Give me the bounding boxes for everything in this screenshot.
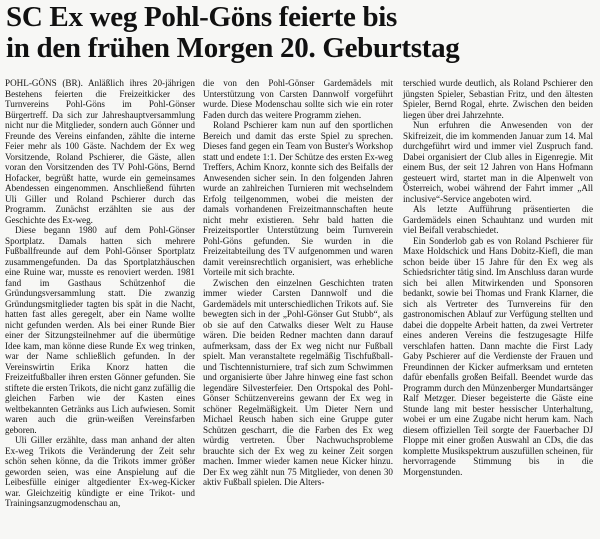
paragraph: Ein Sonderlob gab es von Roland Pschierer für Maxe Holdschick und Hans Dobitz-Kiefl, die man schon beide über 15 Jahre für den Ex weg als Schiedsrichter tätig sind. Im Anschluss daran wurde sich bei allen Mitwirkenden und Sponsoren bedankt, sowie bei Thomas und Frank Klarner, die sich als Vertreter des Turnvereins für den gastronomischen Ablauf zur Verfügung stellten und dabei die doppelte Arbeit hatten, da zwei Vertreter eines anderen Vereins die festzugesagte Hilfe verschlafen hatten. Dann machte die First Lady Gaby Pschierer auf die Verdienste der Frauen und Freundinnen der Kicker aufmerksam und ernteten dafür ebenfalls großen Beifall. Beendet wurde das Programm durch den Münzenberger Mundartsänger Ralf Metzger. Dieser begeisterte die Gäste eine Stunde lang mit bester hessischer Unterhaltung, wobei er um eine Zugabe nicht herum kam. Nach diesem offiziellen Teil sorgte der Fauerbacher DJ Floppe mit einer großen Auswahl an CDs, die das komplette Musikspektrum auszufüllen scheinen, für hervorragende Stimmung bis in die Morgenstunden. (403, 235, 593, 477)
headline-line-2: in den frühen Morgen 20. Geburtstag (6, 32, 460, 64)
article-column-2 (203, 78, 393, 488)
article-headline (6, 2, 596, 64)
article-column-1 (5, 78, 195, 509)
paragraph: Roland Pschierer kam nun auf den sportlichen Bereich und damit das erste Spiel zu sprechen. Dieses fand gegen ein Team von Buster's Workshop statt und endete 1:1. Der Schütze des ersten Ex-weg Treffers, Achim Knorz, konnte sich des Beifalls der Anwesenden sicher sein. In den folgenden Jahren wurde an zahlreichen Turnieren mit wechselndem Erfolg teilgenommen, wobei die meisten der damals vorhandenen Freizeitmannschaften heute nicht mehr existieren. Sehr bald hatten die Freizeitsportler Unterstützung beim Turnverein Pohl-Göns gefunden. Sie wurden in die Freizeitabteilung des TV aufgenommen und waren damit vereinsrechtlich organisiert, was erhebliche Vorteile mit sich brachte. (203, 120, 393, 277)
paragraph: POHL-GÖNS (BR). Anläßlich ihres 20-jährigen Bestehens feierten die Freizeitkicker des Turnvereins Pohl-Göns im Pohl-Gönser Bürgertreff. Da sich zur Jahreshauptversammlung nicht nur die Mitglieder, sondern auch Gönner und Freunde des Vereins einfanden, zählte die interne Feier mehr als 100 Gäste. Nachdem der Ex weg Vorsitzende, Roland Pschierer, die Gäste, allen voran den Vorsitzenden des TV Pohl-Göns, Bernd Hofacker, begrüßt hatte, wurde ein gemeinsames Abendessen eingenommen. Anschließend führten Uli Giller und Roland Pschierer durch das Programm. Zunächst erzählten sie aus der Geschichte des Ex-weg. (5, 78, 195, 225)
paragraph: Zwischen den einzelnen Geschichten traten immer wieder Carsten Dannwolf und die Gardemädels mit unterschiedlichen Trikots auf. Sie bewegten sich in der „Pohl-Gönser Gut Stubb“, als ob sie auf den Catwalks dieser Welt zu Hause wären. Die beiden Redner machten dann darauf aufmerksam, dass der Ex weg nicht nur Fußball spielt. Man veranstaltete regelmäßig Tischfußball- und Tischtennisturniere, traf sich zum Schwimmen und organisierte über Jahre hinweg eine fast schon legendäre Silvesterfeier. Den Ortspokal des Pohl-Gönser Schützenvereins gewann der Ex weg in schöner Regelmäßigkeit. Um Dieter Nern und Michael Reusch haben sich eine Gruppe guter Schützen gescharrt, die die Farben des Ex weg würdig vertreten. Über Nachwuchsprobleme brauchte sich der Ex weg zu keiner Zeit sorgen machen. Immer wieder kamen neue Kicker hinzu. Der Ex weg zählt nun 75 Mitglieder, von denen 30 aktiv Fußball spielen. Die Alters- (203, 277, 393, 487)
article-column-3 (403, 78, 593, 477)
headline-line-1: SC Ex weg Pohl-Göns feierte bis (6, 1, 398, 33)
paragraph: die von den Pohl-Gönser Gardemädels mit Unterstützung von Carsten Dannwolf vorgeführt wurde. Diese Modenschau sollte sich wie ein roter Faden durch das weitere Programm ziehen. (203, 78, 393, 120)
paragraph: Uli Giller erzählte, dass man anhand der alten Ex-weg Trikots die Veränderung der Zeit sehr schön sehen könne, da die Trikots immer größer geworden seien, was eine Anspielung auf die Leibesfülle einiger altgedienter Ex-weg-Kicker war. Gleichzeitig kündigte er eine Trikot- und Trainingsanzugmodenschau an, (5, 435, 195, 508)
paragraph: terschied wurde deutlich, als Roland Pschierer den jüngsten Spieler, Sebastian Fritz, und den ältesten Spieler, Bernd Rogal, ehrte. Zwischen den beiden liegen über drei Jahrzehnte. (403, 78, 593, 120)
paragraph: Diese begann 1980 auf dem Pohl-Gönser Sportplatz. Damals hatten sich mehrere Fußballfreunde auf dem Pohl-Gönser Sportplatz zusammengefunden. Da das Sportplatzhäuschen eine Ruine war, musste es renoviert werden. 1981 fand im Gasthaus Schützenhof die Gründungsversammlung statt. Die zwanzig Gründungsmitglieder tagten bis spät in die Nacht, hatten fast alles geregelt, aber ein Name wollte nicht gefunden werden. Als bei einer Runde Bier einer der Sitzungsteilnehmer auf die übermütige Idee kam, man könne diese Runde Ex weg trinken, war der Name schließlich gefunden. In der Vereinswirtin Erika Knorz hatten die Freizeitfußballer ihren ersten Gönner gefunden. Sie stiftete die ersten Trikots, die nicht ganz zufällig die gleichen Farben wie der Kasten eines weltbekannten Getränks aus Lich aufwiesen. Somit waren auch die grün-weißen Vereinsfarben geboren. (5, 225, 195, 435)
paragraph: Nun erfuhren die Anwesenden von der Skifreizeit, die im kommenden Januar zum 14. Mal durchgeführt wird und immer viel Zuspruch fand. Dabei organisiert der Club alles in Eigenregie. Mit einem Bus, der seit 12 Jahren von Hans Hofmann gesteuert wird, startet man in die Alpenwelt von Österreich, wobei während der Fahrt immer „All inclusive“-Service angeboten wird. (403, 120, 593, 204)
paragraph: Als letzte Aufführung präsentierten die Gardemädels einen Schauhtanz und wurden mit viel Beifall verabschiedet. (403, 204, 593, 235)
